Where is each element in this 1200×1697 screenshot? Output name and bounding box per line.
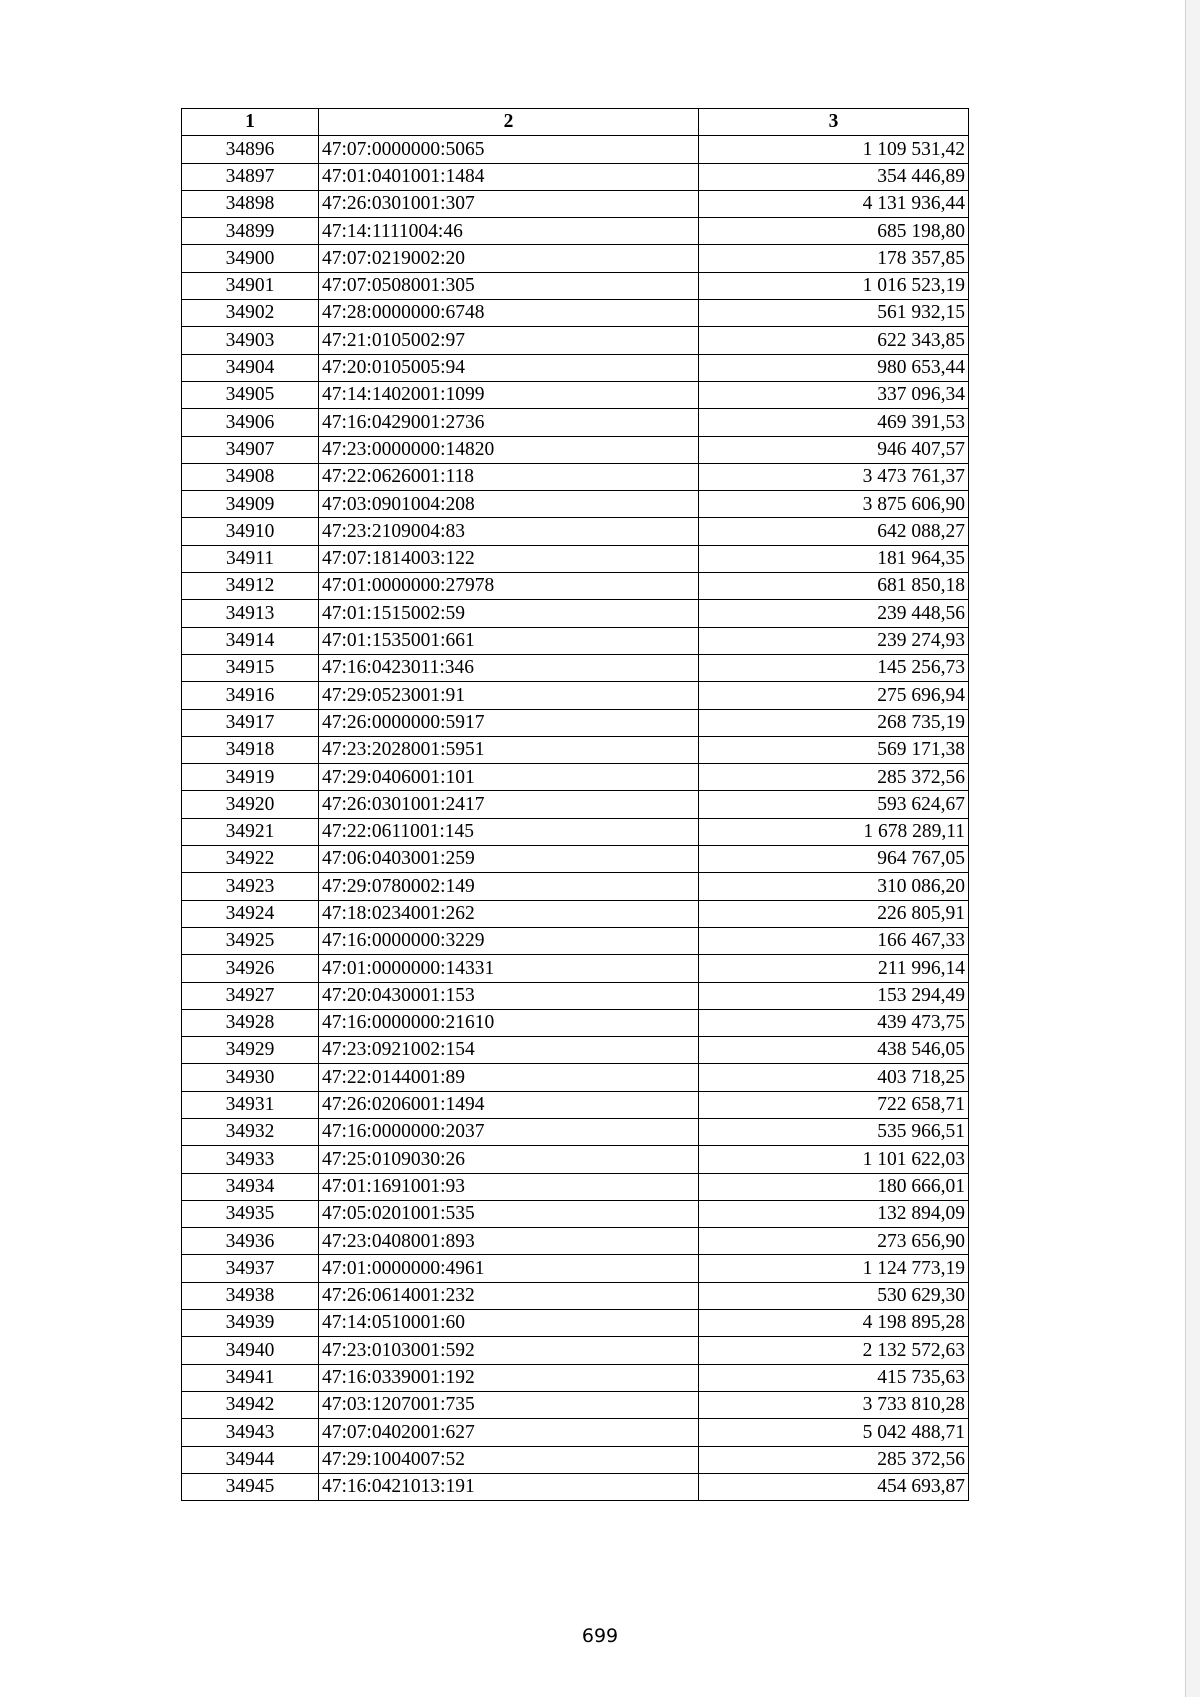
cadastral-number-cell: 47:07:0219002:20 <box>319 245 699 272</box>
value-cell: 153 294,49 <box>699 982 969 1009</box>
table-row <box>182 927 969 954</box>
row-number-cell: 34900 <box>182 245 319 272</box>
value-cell: 180 666,01 <box>699 1173 969 1200</box>
value-cell: 3 875 606,90 <box>699 491 969 518</box>
value-cell: 469 391,53 <box>699 409 969 436</box>
value-cell: 226 805,91 <box>699 900 969 927</box>
cadastral-number-cell: 47:20:0430001:153 <box>319 982 699 1009</box>
cadastral-number-cell: 47:05:0201001:535 <box>319 1200 699 1227</box>
value-cell: 178 357,85 <box>699 245 969 272</box>
table-row <box>182 846 969 873</box>
cadastral-number-cell: 47:14:0510001:60 <box>319 1310 699 1337</box>
row-number-cell: 34937 <box>182 1255 319 1282</box>
row-number-cell: 34898 <box>182 190 319 217</box>
row-number-cell: 34903 <box>182 327 319 354</box>
value-cell: 181 964,35 <box>699 545 969 572</box>
cadastral-number-cell: 47:16:0423011:346 <box>319 654 699 681</box>
table-row <box>182 300 969 327</box>
table-row <box>182 545 969 572</box>
table-row <box>182 764 969 791</box>
table-row <box>182 1391 969 1418</box>
row-number-cell: 34916 <box>182 682 319 709</box>
row-number-cell: 34901 <box>182 272 319 299</box>
table-row <box>182 381 969 408</box>
row-number-cell: 34933 <box>182 1146 319 1173</box>
table-row <box>182 491 969 518</box>
value-cell: 211 996,14 <box>699 955 969 982</box>
row-number-cell: 34935 <box>182 1200 319 1227</box>
row-number-cell: 34932 <box>182 1118 319 1145</box>
row-number-cell: 34921 <box>182 818 319 845</box>
table-row <box>182 709 969 736</box>
cadastral-number-cell: 47:26:0301001:307 <box>319 190 699 217</box>
row-number-cell: 34943 <box>182 1419 319 1446</box>
table-row <box>182 1146 969 1173</box>
column-header-3: 3 <box>699 109 969 136</box>
value-cell: 145 256,73 <box>699 654 969 681</box>
cadastral-number-cell: 47:16:0000000:3229 <box>319 927 699 954</box>
value-cell: 415 735,63 <box>699 1364 969 1391</box>
row-number-cell: 34934 <box>182 1173 319 1200</box>
value-cell: 685 198,80 <box>699 218 969 245</box>
value-cell: 1 016 523,19 <box>699 272 969 299</box>
row-number-cell: 34938 <box>182 1282 319 1309</box>
cadastral-number-cell: 47:01:0000000:14331 <box>319 955 699 982</box>
table-row <box>182 1037 969 1064</box>
cadastral-number-cell: 47:16:0421013:191 <box>319 1473 699 1500</box>
row-number-cell: 34930 <box>182 1064 319 1091</box>
value-cell: 3 733 810,28 <box>699 1391 969 1418</box>
value-cell: 530 629,30 <box>699 1282 969 1309</box>
cadastral-number-cell: 47:18:0234001:262 <box>319 900 699 927</box>
table-row <box>182 190 969 217</box>
cadastral-number-cell: 47:01:1691001:93 <box>319 1173 699 1200</box>
table-row <box>182 218 969 245</box>
table-row <box>182 436 969 463</box>
column-header-2: 2 <box>319 109 699 136</box>
cadastral-number-cell: 47:29:0523001:91 <box>319 682 699 709</box>
row-number-cell: 34907 <box>182 436 319 463</box>
header-row <box>182 109 969 136</box>
cadastral-number-cell: 47:01:0000000:27978 <box>319 573 699 600</box>
table-row <box>182 163 969 190</box>
table-body <box>182 136 969 1501</box>
cadastral-number-cell: 47:23:2028001:5951 <box>319 736 699 763</box>
table-row <box>182 1282 969 1309</box>
table-row <box>182 627 969 654</box>
row-number-cell: 34899 <box>182 218 319 245</box>
cadastral-number-cell: 47:23:2109004:83 <box>319 518 699 545</box>
row-number-cell: 34905 <box>182 381 319 408</box>
row-number-cell: 34939 <box>182 1310 319 1337</box>
cadastral-number-cell: 47:22:0144001:89 <box>319 1064 699 1091</box>
value-cell: 354 446,89 <box>699 163 969 190</box>
cadastral-number-cell: 47:26:0614001:232 <box>319 1282 699 1309</box>
row-number-cell: 34914 <box>182 627 319 654</box>
table-row <box>182 245 969 272</box>
row-number-cell: 34912 <box>182 573 319 600</box>
table-row <box>182 682 969 709</box>
value-cell: 593 624,67 <box>699 791 969 818</box>
value-cell: 964 767,05 <box>699 846 969 873</box>
row-number-cell: 34923 <box>182 873 319 900</box>
value-cell: 980 653,44 <box>699 354 969 381</box>
table-row <box>182 327 969 354</box>
cadastral-number-cell: 47:14:1402001:1099 <box>319 381 699 408</box>
table-row <box>182 136 969 163</box>
value-cell: 239 448,56 <box>699 600 969 627</box>
column-header-1: 1 <box>182 109 319 136</box>
cadastral-number-cell: 47:23:0921002:154 <box>319 1037 699 1064</box>
row-number-cell: 34902 <box>182 300 319 327</box>
row-number-cell: 34920 <box>182 791 319 818</box>
cadastral-number-cell: 47:14:1111004:46 <box>319 218 699 245</box>
row-number-cell: 34924 <box>182 900 319 927</box>
value-cell: 946 407,57 <box>699 436 969 463</box>
table-row <box>182 1473 969 1500</box>
table-row <box>182 1310 969 1337</box>
cadastral-number-cell: 47:29:1004007:52 <box>319 1446 699 1473</box>
table-row <box>182 791 969 818</box>
value-cell: 4 198 895,28 <box>699 1310 969 1337</box>
cadastral-number-cell: 47:01:0000000:4961 <box>319 1255 699 1282</box>
row-number-cell: 34941 <box>182 1364 319 1391</box>
value-cell: 681 850,18 <box>699 573 969 600</box>
cadastral-number-cell: 47:01:1535001:661 <box>319 627 699 654</box>
row-number-cell: 34906 <box>182 409 319 436</box>
registry-table <box>181 108 969 1501</box>
value-cell: 569 171,38 <box>699 736 969 763</box>
table-row <box>182 1200 969 1227</box>
value-cell: 4 131 936,44 <box>699 190 969 217</box>
row-number-cell: 34936 <box>182 1228 319 1255</box>
row-number-cell: 34917 <box>182 709 319 736</box>
cadastral-number-cell: 47:29:0780002:149 <box>319 873 699 900</box>
row-number-cell: 34896 <box>182 136 319 163</box>
value-cell: 1 124 773,19 <box>699 1255 969 1282</box>
value-cell: 439 473,75 <box>699 1009 969 1036</box>
cadastral-number-cell: 47:16:0000000:21610 <box>319 1009 699 1036</box>
row-number-cell: 34944 <box>182 1446 319 1473</box>
value-cell: 5 042 488,71 <box>699 1419 969 1446</box>
cadastral-number-cell: 47:23:0103001:592 <box>319 1337 699 1364</box>
row-number-cell: 34931 <box>182 1091 319 1118</box>
cadastral-number-cell: 47:01:0401001:1484 <box>319 163 699 190</box>
value-cell: 275 696,94 <box>699 682 969 709</box>
row-number-cell: 34910 <box>182 518 319 545</box>
table-row <box>182 873 969 900</box>
table-row <box>182 982 969 1009</box>
cadastral-number-cell: 47:22:0626001:118 <box>319 463 699 490</box>
row-number-cell: 34918 <box>182 736 319 763</box>
row-number-cell: 34909 <box>182 491 319 518</box>
value-cell: 132 894,09 <box>699 1200 969 1227</box>
table-row <box>182 818 969 845</box>
cadastral-number-cell: 47:07:0508001:305 <box>319 272 699 299</box>
value-cell: 403 718,25 <box>699 1064 969 1091</box>
table-row <box>182 736 969 763</box>
cadastral-number-cell: 47:07:1814003:122 <box>319 545 699 572</box>
value-cell: 1 109 531,42 <box>699 136 969 163</box>
value-cell: 310 086,20 <box>699 873 969 900</box>
row-number-cell: 34945 <box>182 1473 319 1500</box>
cadastral-number-cell: 47:23:0408001:893 <box>319 1228 699 1255</box>
cadastral-number-cell: 47:21:0105002:97 <box>319 327 699 354</box>
value-cell: 561 932,15 <box>699 300 969 327</box>
cadastral-number-cell: 47:26:0206001:1494 <box>319 1091 699 1118</box>
row-number-cell: 34922 <box>182 846 319 873</box>
cadastral-number-cell: 47:16:0429001:2736 <box>319 409 699 436</box>
cadastral-number-cell: 47:07:0402001:627 <box>319 1419 699 1446</box>
value-cell: 273 656,90 <box>699 1228 969 1255</box>
page-number: 699 <box>581 1625 619 1647</box>
cadastral-number-cell: 47:03:0901004:208 <box>319 491 699 518</box>
table-row <box>182 900 969 927</box>
page-edge <box>1185 0 1200 1697</box>
row-number-cell: 34940 <box>182 1337 319 1364</box>
table-row <box>182 354 969 381</box>
table-header <box>182 109 969 136</box>
table-row <box>182 1009 969 1036</box>
row-number-cell: 34904 <box>182 354 319 381</box>
value-cell: 2 132 572,63 <box>699 1337 969 1364</box>
table-row <box>182 409 969 436</box>
value-cell: 239 274,93 <box>699 627 969 654</box>
value-cell: 285 372,56 <box>699 764 969 791</box>
table-row <box>182 1064 969 1091</box>
row-number-cell: 34915 <box>182 654 319 681</box>
cadastral-number-cell: 47:07:0000000:5065 <box>319 136 699 163</box>
cadastral-number-cell: 47:25:0109030:26 <box>319 1146 699 1173</box>
value-cell: 3 473 761,37 <box>699 463 969 490</box>
table-row <box>182 518 969 545</box>
value-cell: 1 678 289,11 <box>699 818 969 845</box>
row-number-cell: 34942 <box>182 1391 319 1418</box>
row-number-cell: 34928 <box>182 1009 319 1036</box>
table-row <box>182 1091 969 1118</box>
cadastral-number-cell: 47:06:0403001:259 <box>319 846 699 873</box>
table-row <box>182 955 969 982</box>
row-number-cell: 34926 <box>182 955 319 982</box>
cadastral-number-cell: 47:23:0000000:14820 <box>319 436 699 463</box>
cadastral-number-cell: 47:26:0000000:5917 <box>319 709 699 736</box>
row-number-cell: 34925 <box>182 927 319 954</box>
value-cell: 722 658,71 <box>699 1091 969 1118</box>
row-number-cell: 34919 <box>182 764 319 791</box>
table-row <box>182 463 969 490</box>
cadastral-number-cell: 47:20:0105005:94 <box>319 354 699 381</box>
table-row <box>182 1337 969 1364</box>
value-cell: 622 343,85 <box>699 327 969 354</box>
value-cell: 642 088,27 <box>699 518 969 545</box>
value-cell: 337 096,34 <box>699 381 969 408</box>
table-row <box>182 1228 969 1255</box>
table-row <box>182 1118 969 1145</box>
table-row <box>182 1255 969 1282</box>
row-number-cell: 34929 <box>182 1037 319 1064</box>
cadastral-number-cell: 47:28:0000000:6748 <box>319 300 699 327</box>
table-row <box>182 1173 969 1200</box>
value-cell: 166 467,33 <box>699 927 969 954</box>
table-row <box>182 1364 969 1391</box>
table-row <box>182 654 969 681</box>
row-number-cell: 34927 <box>182 982 319 1009</box>
value-cell: 438 546,05 <box>699 1037 969 1064</box>
table-row <box>182 272 969 299</box>
table-row <box>182 600 969 627</box>
row-number-cell: 34897 <box>182 163 319 190</box>
cadastral-number-cell: 47:03:1207001:735 <box>319 1391 699 1418</box>
value-cell: 454 693,87 <box>699 1473 969 1500</box>
cadastral-number-cell: 47:16:0000000:2037 <box>319 1118 699 1145</box>
table-row <box>182 1446 969 1473</box>
row-number-cell: 34913 <box>182 600 319 627</box>
cadastral-number-cell: 47:22:0611001:145 <box>319 818 699 845</box>
row-number-cell: 34908 <box>182 463 319 490</box>
value-cell: 535 966,51 <box>699 1118 969 1145</box>
value-cell: 268 735,19 <box>699 709 969 736</box>
row-number-cell: 34911 <box>182 545 319 572</box>
cadastral-number-cell: 47:26:0301001:2417 <box>319 791 699 818</box>
value-cell: 1 101 622,03 <box>699 1146 969 1173</box>
cadastral-number-cell: 47:01:1515002:59 <box>319 600 699 627</box>
cadastral-number-cell: 47:29:0406001:101 <box>319 764 699 791</box>
value-cell: 285 372,56 <box>699 1446 969 1473</box>
cadastral-number-cell: 47:16:0339001:192 <box>319 1364 699 1391</box>
table-row <box>182 1419 969 1446</box>
table-row <box>182 573 969 600</box>
